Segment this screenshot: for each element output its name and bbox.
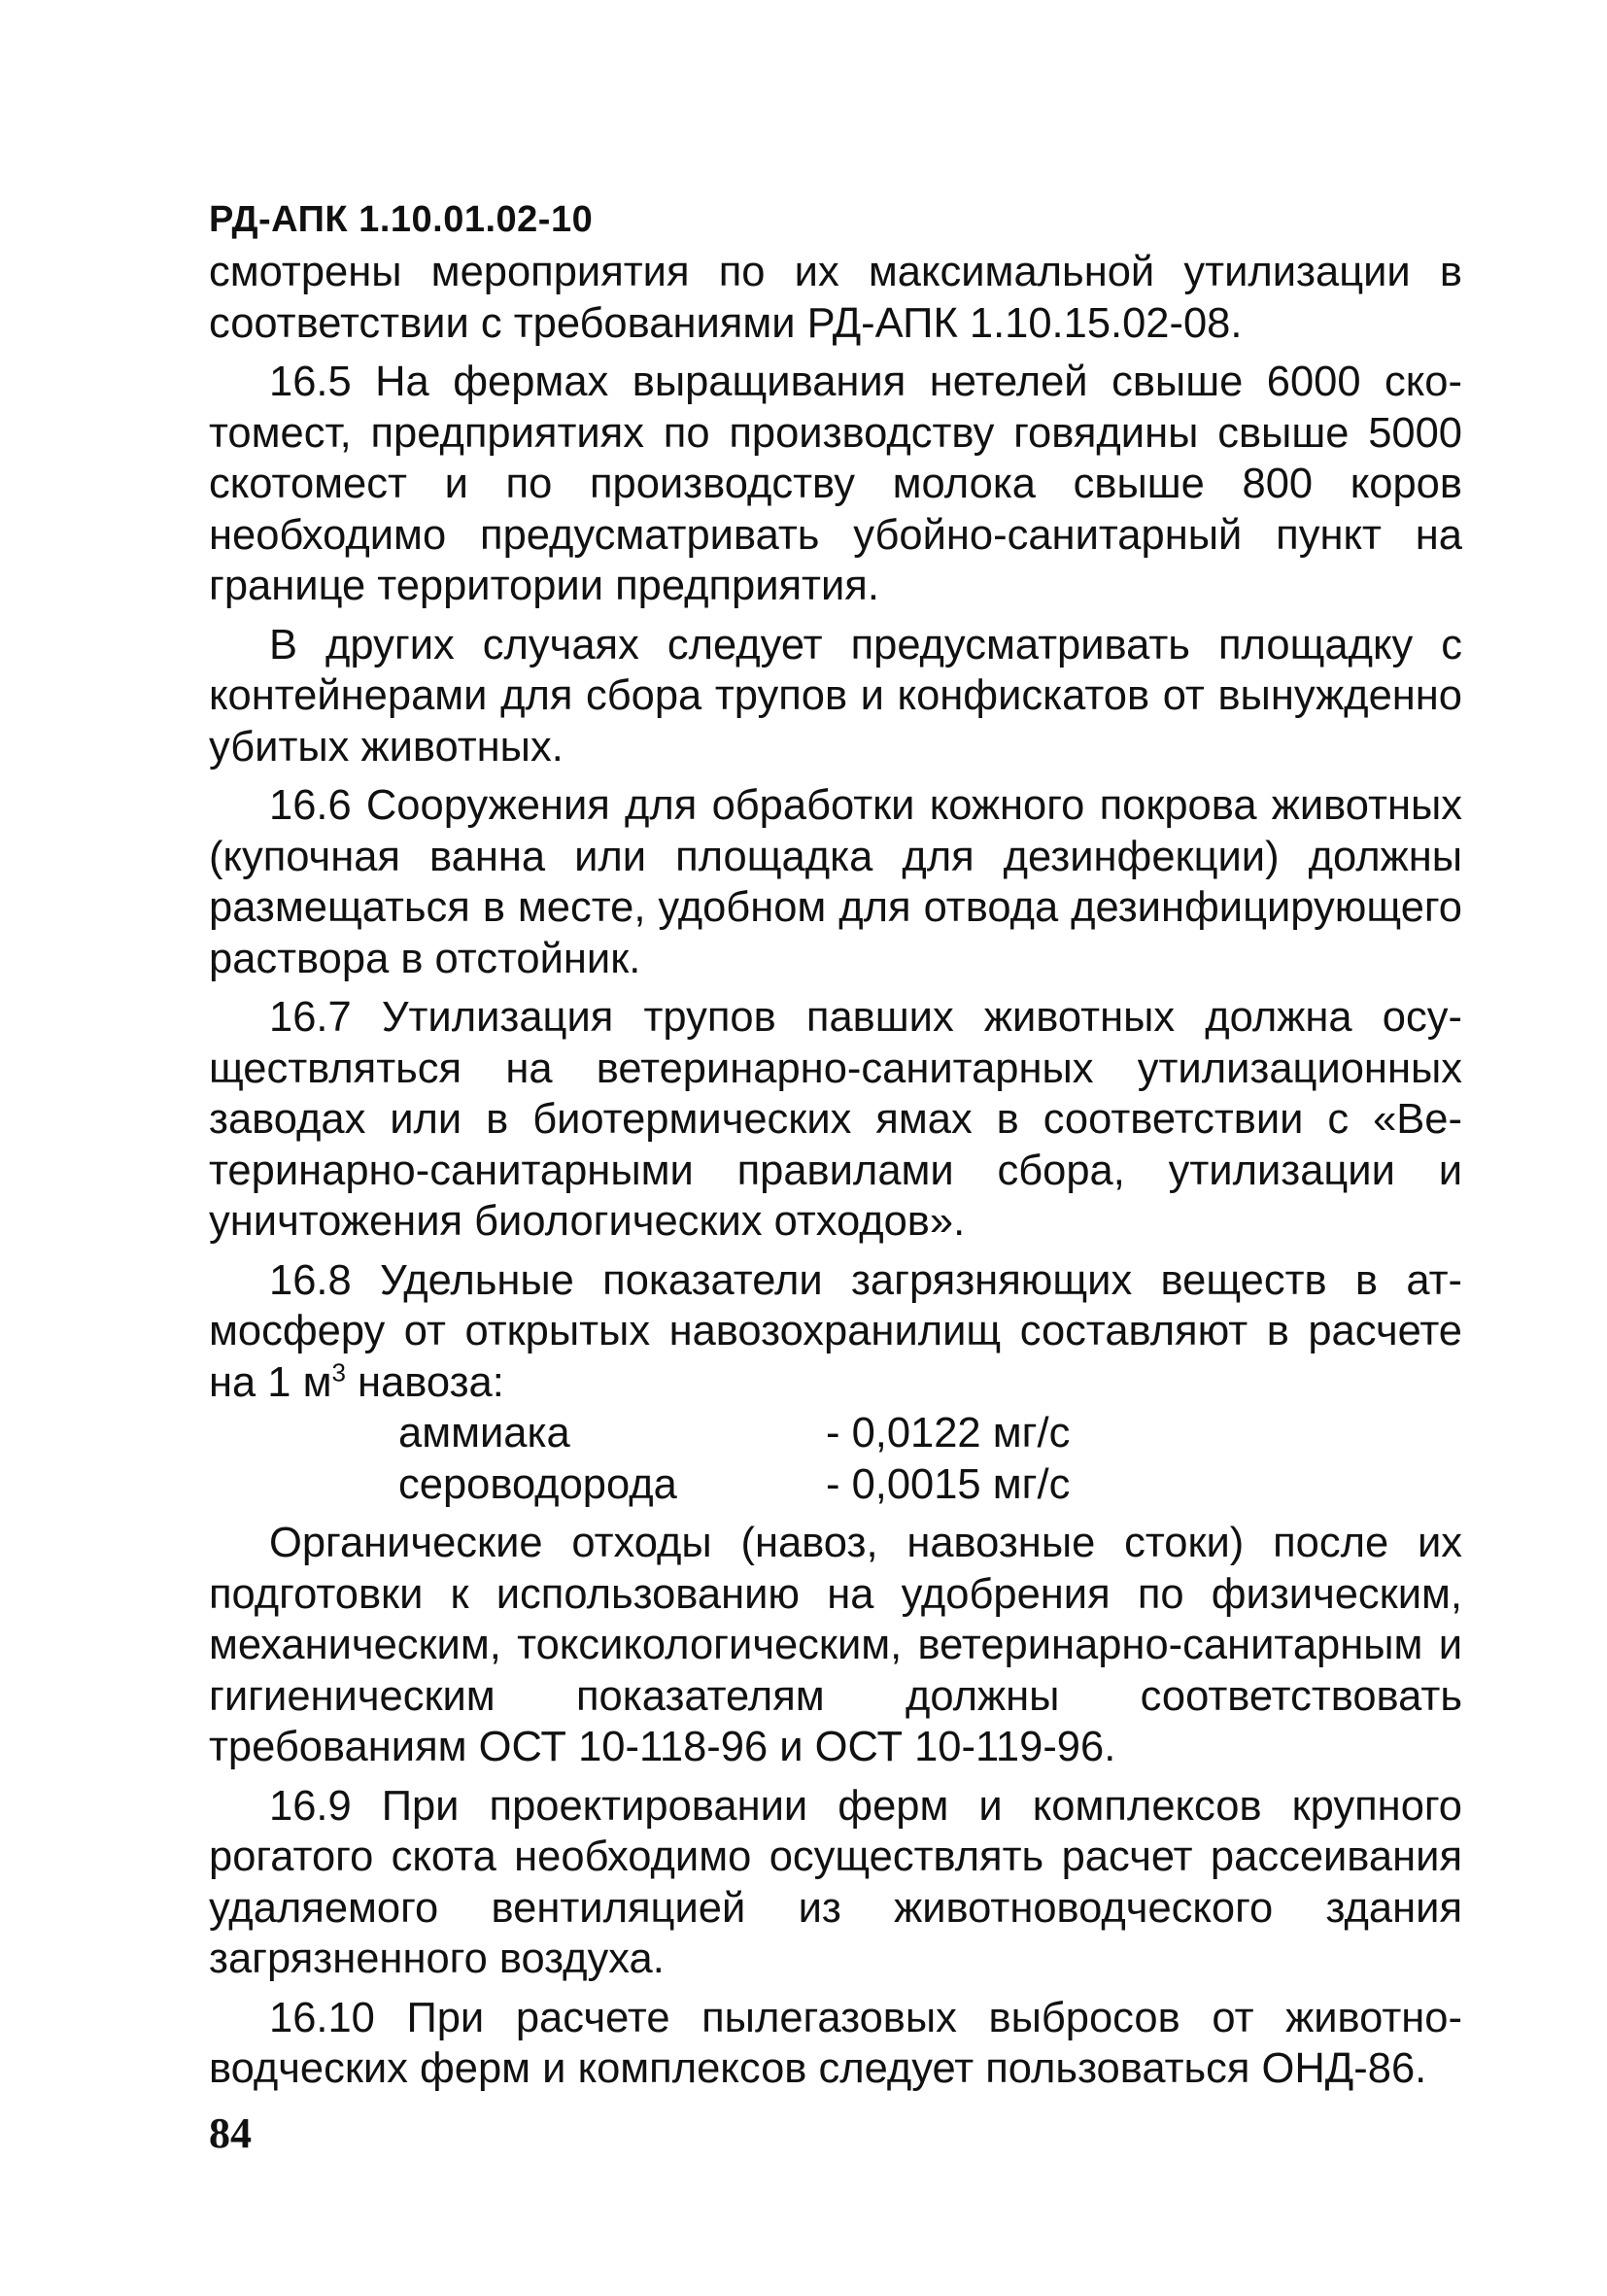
document-page (209, 194, 1462, 2103)
substance-name: аммиака (398, 1410, 570, 1456)
emission-row (209, 1408, 1462, 1459)
document-code-header: РД-АПК 1.10.01.02-10 (209, 199, 594, 240)
page-number: 84 (209, 2109, 252, 2157)
emission-row (209, 1459, 1462, 1511)
paragraph-continuation: смотрены мероприятия по их максимальной утилизации в соответствии с требованиями РД-АПК 1.10.15.02-08. (209, 249, 1462, 347)
paragraph-16-5: 16.5 На фермах выращивания нетелей свыше 6000 скотомест, предприятиях по производству говядины свыше 5000 скотомест и по производству молока свыше 800 коров необходимо предусматривать убойно-санитарный пункт на границе территории предприятия. (209, 359, 1462, 609)
paragraph-16-10: 16.10 При расчете пылегазовых выбросов от животноводческих ферм и комплексов следует пользоваться ОНД-86. (209, 1994, 1462, 2092)
document-body (209, 247, 1462, 2095)
paragraph-16-7: 16.7 Утилизация трупов павших животных должна осуществляться на ветеринарно-санитарных утилизационных заводах или в биотермических ямах в соответствии с «Ветеринарно-санитарными правилами сбора, утилизации и уничтожения биологических отходов». (209, 994, 1462, 1245)
paragraph-16-8 (209, 1255, 1462, 1409)
emission-values-list (209, 1408, 1462, 1510)
paragraph-other-cases: В других случаях следует предусматривать площадку с контейнерами для сбора трупов и конфискатов от вынужденно убитых животных. (209, 621, 1462, 771)
emission-value: - 0,0122 мг/с (826, 1410, 1071, 1456)
emission-value: - 0,0015 мг/с (826, 1460, 1071, 1508)
paragraph-16-6: 16.6 Сооружения для обработки кожного покрова животных (купочная ванна или площадка для дезинфекции) должны размещаться в месте, удобном для отвода дезинфицирующего раствора в отстойник. (209, 782, 1462, 982)
paragraph-16-8-text: 16.8 Удельные показатели загрязняющих веществ в атмосферу от открытых навозохранилищ составляют в расчете на 1 м (209, 1256, 1462, 1406)
paragraph-16-9: 16.9 При проектировании ферм и комплексов крупного рогатого скота необходимо осуществлять расчет рассеивания удаляемого вентиляцией из животноводческого здания загрязненного воздуха. (209, 1782, 1462, 1982)
paragraph-16-8-tail: навоза: (345, 1358, 504, 1406)
substance-name: сероводорода (398, 1460, 677, 1508)
superscript-cube: 3 (331, 1357, 346, 1387)
paragraph-organic-waste: Органические отходы (навоз, навозные стоки) после их подготовки к использованию на удобрения по физическим, механическим, токсикологическим, ветеринарно-санитарным и гигиеническим показателям должны соответствовать требованиям ОСТ 10-118-96 и ОСТ 10-119-96. (209, 1520, 1462, 1770)
